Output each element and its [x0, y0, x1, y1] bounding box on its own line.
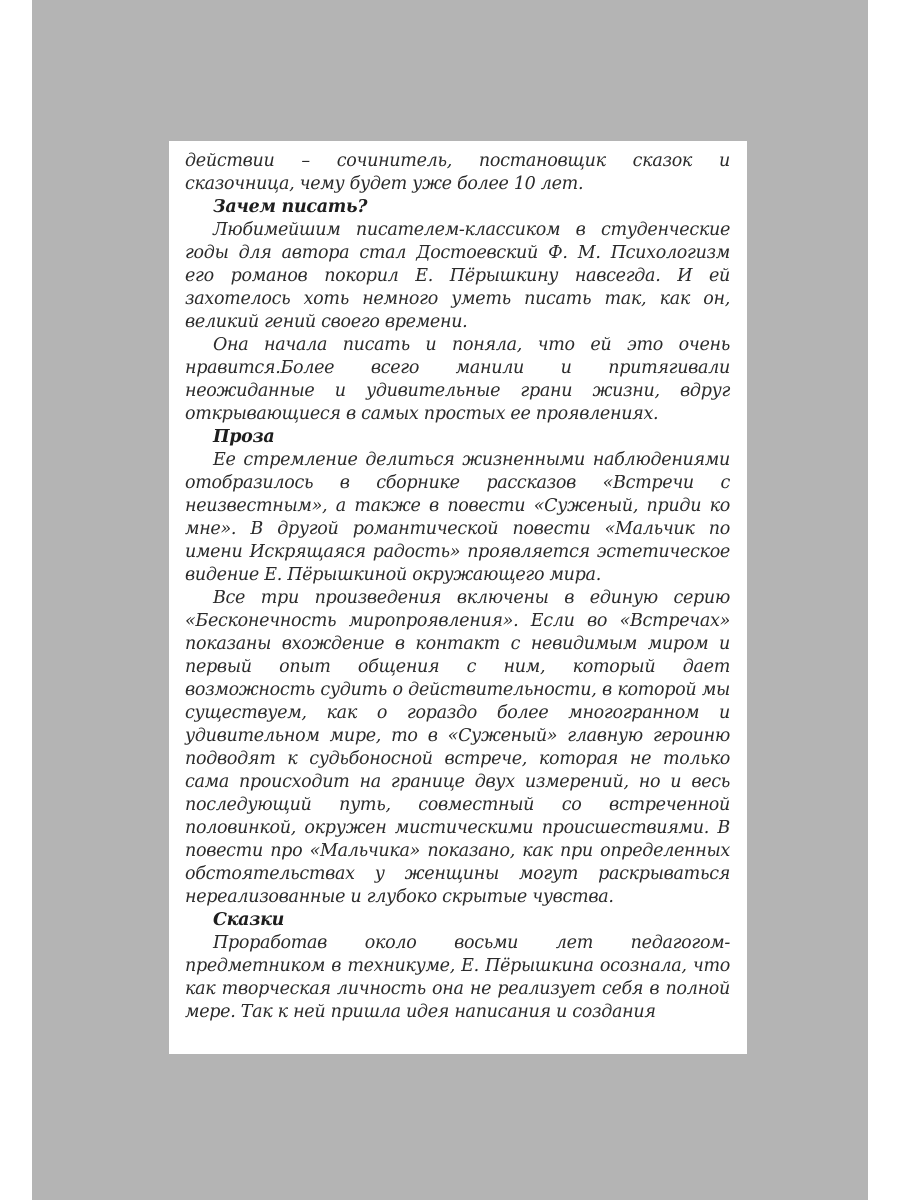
- section-heading-prose: Проза: [213, 427, 275, 447]
- paragraph: Любимейшим писателем-классиком в студенческие годы для автора стал Достоевский Ф. М. Психологизм его романов покорил Е. Пёрышкину навсегда. И ей захотелось хоть немного уметь писать так, как он, великий гений своего времени.: [185, 220, 730, 332]
- page-text: [185, 150, 730, 1024]
- section-heading-fairy-tales: Сказки: [213, 910, 285, 930]
- paragraph: Она начала писать и поняла, что ей это очень нравится.Более всего манили и притягивали неожиданные и удивительные грани жизни, вдруг открывающиеся в самых простых ее проявлениях.: [185, 335, 730, 424]
- book-page: [169, 141, 747, 1054]
- section-heading-why-write: Зачем писать?: [213, 197, 368, 217]
- paragraph: Проработав около восьми лет педагогом-предметником в техникуме, Е. Пёрышкина осознала, что как творческая личность она не реализует себя в полной мере. Так к ней пришла идея написания и создания: [185, 933, 730, 1022]
- paragraph: Все три произведения включены в единую серию «Бесконечность миропроявления». Если во «Встречах» показаны вхождение в контакт с невидимым миром и первый опыт общения с ним, который дает возможность судить о действительности, в которой мы существуем, как о гораздо более многогранном и удивительном мире, то в «Суженый» главную героиню подводят к судьбоносной встрече, которая не только сама происходит на границе двух измерений, но и весь последующий путь, совместный со встреченной половинкой, окружен мистическими происшествиями. В повести про «Мальчика» показано, как при определенных обстоятельствах у женщины могут раскрываться нереализованные и глубоко скрытые чувства.: [185, 588, 730, 907]
- continuation-paragraph: действии – сочинитель, постановщик сказок и сказочница, чему будет уже более 10 лет.: [185, 151, 730, 194]
- paragraph: Ее стремление делиться жизненными наблюдениями отобразилось в сборнике рассказов «Встречи с неизвестным», а также в повести «Суженый, приди ко мне». В другой романтической повести «Мальчик по имени Искрящаяся радость» проявляется эстетическое видение Е. Пёрышкиной окружающего мира.: [185, 450, 730, 585]
